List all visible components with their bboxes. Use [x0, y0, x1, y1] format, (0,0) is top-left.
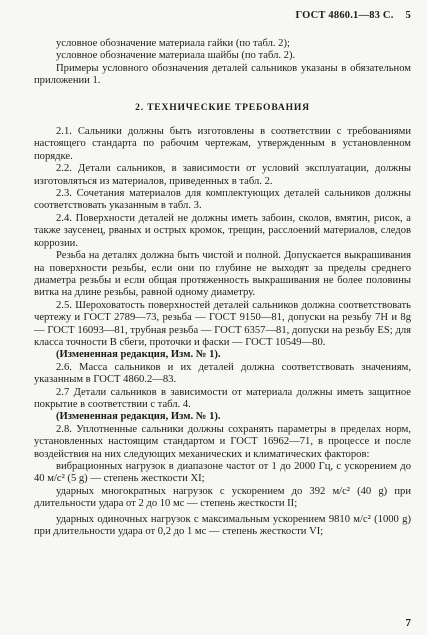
paragraph-2-5: 2.5. Шероховатость поверхностей деталей сальников должна соответствовать чертежу и ГОСТ 2789—73, резьба — ГОСТ 9150—81, допуски на резьбу 7H и 8g — ГОСТ 16093—81, трубная резьба — ГОСТ 6357—81, допуски на резьбу ES; для класса точности В сбеги, проточки и фаски — ГОСТ 10549—80.: [34, 299, 411, 348]
intro-line-nut: условное обозначение материала гайки (по табл. 2);: [56, 38, 290, 49]
standard-reference: ГОСТ 4860.1—83 С.: [295, 10, 394, 21]
amendment-note-1: (Измененная редакция, Изм. № 1).: [56, 349, 221, 361]
intro-line-washer: условное обозначение материала шайбы (по табл. 2).: [56, 50, 296, 62]
paragraph-2-6: 2.6. Масса сальников и их деталей должна соответствовать значениям, указанным в ГОСТ 4860.2—83.: [34, 361, 411, 386]
paragraph-2-8: 2.8. Уплотненные сальники должны сохранять параметры в пределах норм, установленных настоящим стандартом и ГОСТ 16962—71, в процессе и после воздействия на них следующих механических и климатических факторов:: [34, 423, 411, 460]
paragraph-2-3: 2.3. Сочетания материалов для комплектующих деталей сальников должны соответствовать указанным в табл. 3.: [34, 188, 411, 212]
footer-mark: 7: [405, 617, 411, 629]
page-header: [296, 10, 412, 21]
amendment-note-2: (Измененная редакция, Изм. № 1).: [56, 411, 221, 423]
paragraph-thread: Резьба на деталях должна быть чистой и полной. Допускается выкрашивания на поверхности резьбы, если они по глубине не выходят за пределы среднего диаметра резьбы и если общая протяженность выкрашивания не более половины витка на длине резьбы, равной одному диаметру.: [34, 250, 411, 299]
paragraph-2-7: 2.7 Детали сальников в зависимости от материала должны иметь защитное покрытие в соответствии с табл. 4.: [34, 386, 411, 410]
page-number: 5: [405, 10, 411, 21]
section-title: 2. ТЕХНИЧЕСКИЕ ТРЕБОВАНИЯ: [135, 101, 310, 113]
intro-line-examples: Примеры условного обозначения деталей сальников указаны в обязательном приложении 1.: [34, 62, 411, 87]
factor-multiple-shock: ударных многократных нагрузок с ускорением до 392 м/с² (40 g) при длительности удара от 2 до 10 мс — степень жесткости II;: [34, 485, 411, 510]
paragraph-2-4: 2.4. Поверхности деталей не должны иметь забоин, сколов, вмятин, рисок, а также заусенец, рваных и острых кромок, трещин, расслоений материалов, следов коррозии.: [34, 212, 411, 249]
paragraph-2-2: 2.2. Детали сальников, в зависимости от условий эксплуатации, должны изготовляться из материалов, приведенных в табл. 2.: [34, 163, 411, 187]
document-body: [34, 38, 411, 538]
paragraph-2-1: 2.1. Сальники должны быть изготовлены в соответствии с требованиями настоящего стандарта по рабочим чертежам, утвержденным в установленном порядке.: [34, 126, 411, 162]
factor-vibration: вибрационных нагрузок в диапазоне частот от 1 до 2000 Гц, с ускорением до 40 м/с² (5 g) — степень жесткости XI;: [34, 461, 411, 485]
factor-single-shock: ударных одиночных нагрузок с максимальным ускорением 9810 м/с² (1000 g) при длительности удара от 0,2 до 1 мс — степень жесткости VI;: [34, 513, 411, 538]
